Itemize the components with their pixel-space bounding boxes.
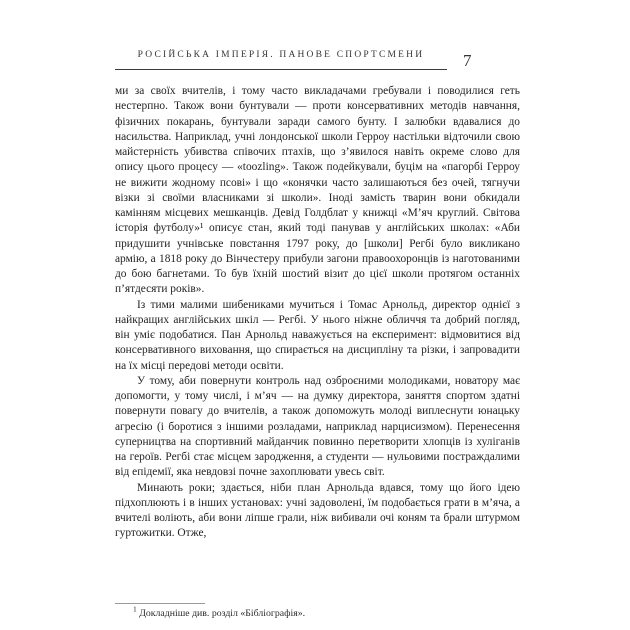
footnote-text: Докладніше див. розділ «Бібліографія».: [139, 608, 306, 619]
body-text: [115, 84, 520, 542]
paragraph: ми за своїх вчителів, і тому часто викладачами гребували і поводилися геть нестерпно. Також вони бунтували — проти консервативних методів навчання, фізичних покарань, бунтували заради самого бунту. І залюбки вдавалися до насильства. Наприклад, учні лондонської школи Герроу настільки відточили свою майстерність убивства співочих птахів, що з’явилося навіть окреме слово для опису цього процесу — «toozling». Також подейкували, буцім на «пагорбі Герроу не вижити жодному псові» і що «конячки часто залишаються без очей, тягнучи візки зі своїми власниками зі школи». Іноді замість тварин вони обкидали камінням місцевих мешканців. Девід Голдблат у книжці «М’яч круглий. Світова історія футболу»¹ описує стан, який тоді панував у англійських школах: «Аби придушити учнівське повстання 1797 року, до [школи] Регбі було викликано армію, а 1818 року до Вінчестеру прибули загони правоохоронців із наготованими до бою багнетами. То був їхній шостий візит до цієї школи протягом останніх п’ятдесяти років».: [115, 85, 520, 296]
paragraph: У тому, аби повернути контроль над озброєними молодиками, новатору має допомогти, у тому числі, і м’яч — на думку директора, заняття спортом здатні повернути повагу до вчителів, а також допоможуть молоді виплеснути юнацьку агресію (і боротися з іншими розладами, наприклад нарцисизмом). Перенесення суперництва на спортивний майданчик повинно перетворити хлопців із хуліганів на героїв. Регбі стає місцем зародження, а студенти — нульовими постраждалими від епідемії, яка невдовзі почне захоплювати увесь світ.: [115, 374, 520, 479]
paragraph: Минають роки; здається, ніби план Арнольда вдався, тому що його ідею підхоплюють і в інших установах: учні задоволені, їм подобається грати в м’яча, а вчителі воліють, аби вони ліпше грали, ніж вибивали очі коням та брали штурмом гуртожитки. Отже,: [115, 481, 520, 540]
page-header: [115, 44, 520, 70]
footnote: [115, 604, 520, 620]
footnote-marker: 1: [133, 604, 137, 614]
footnote-separator: [115, 603, 205, 604]
footnote-area: [115, 603, 520, 620]
running-head-rule: [115, 44, 447, 70]
page-number: 7: [463, 51, 472, 70]
paragraph: Із тими малими шибениками мучиться і Томас Арнольд, директор однієї з найкращих англійських шкіл — Регбі. У нього ніжне обличчя та добрий погляд, він уміє подобатися. Пан Арнольд наважується на експеримент: відмовитися від консервативного виховання, що спирається на дисципліну та різки, і запровадити на їх місці передові методи освіти.: [115, 298, 520, 372]
running-head: РОСІЙСЬКА ІМПЕРІЯ. ПАНОВЕ СПОРТСМЕНИ: [137, 50, 425, 60]
